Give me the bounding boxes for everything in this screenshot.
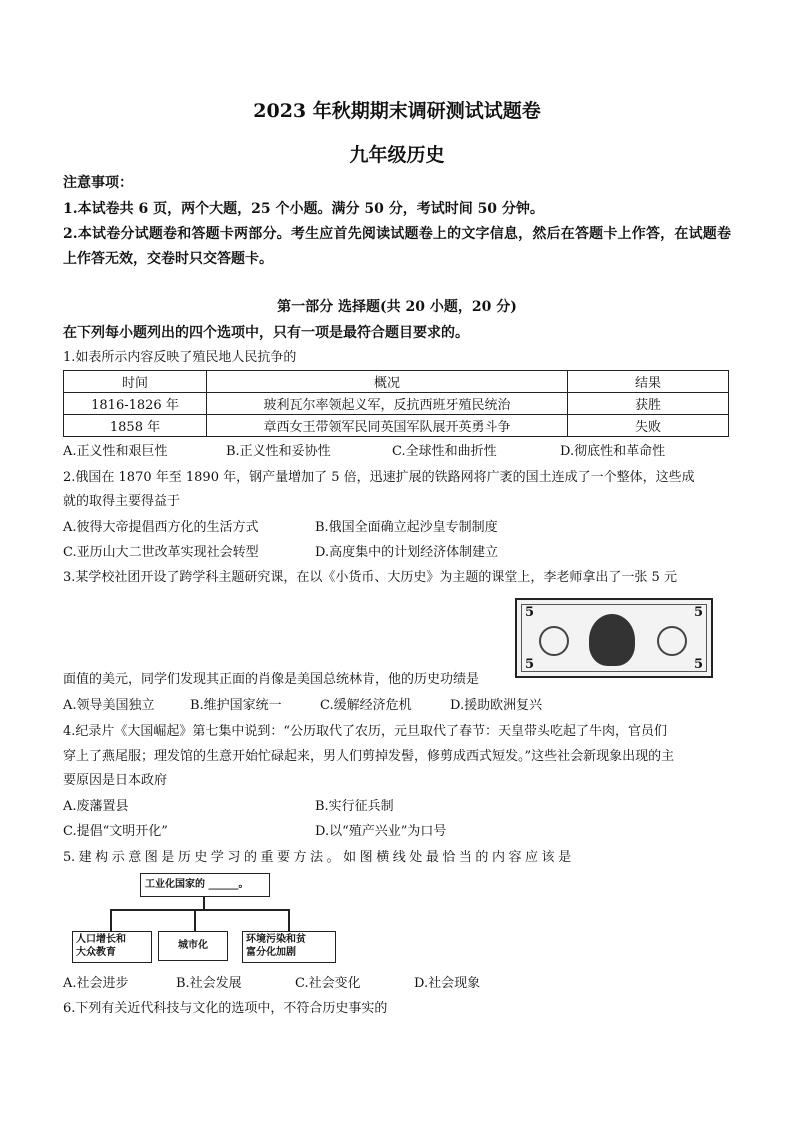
table-cell: 失败 [568,415,729,437]
bill-corner-mark: 5 [693,605,703,620]
diagram-box-text: 环境污染和贫 [246,934,306,945]
table-header: 结果 [568,371,729,393]
q3-option-a: A.领导美国独立 [63,698,155,713]
table-row [64,393,729,415]
table-header: 概况 [207,371,568,393]
bill-corner-mark: 5 [525,657,535,672]
q3-stem-line1: 3.某学校社团开设了跨学科主题研究课，在以《小货币、大历史》为主题的课堂上，李老师拿出了一张 5 元 [63,570,677,585]
diagram-connector [194,909,196,931]
diagram-connector [203,897,205,909]
diagram-connector [110,909,290,911]
notes-heading: 注意事项： [63,175,133,191]
q6-stem: 6.下列有关近代科技与文化的选项中，不符合历史事实的 [63,1001,388,1016]
q2-option-b: B.俄国全面确立起沙皇专制制度 [315,520,498,535]
q2-stem-line1: 2.俄国在 1870 年至 1890 年，钢产量增加了 5 倍，迅速扩展的铁路网将广袤的国土连成了一个整体，这些成 [63,470,695,485]
table-header-row [64,371,729,393]
diagram-connector [110,909,112,931]
bill-corner-mark: 5 [525,605,535,620]
q1-stem: 1.如表所示内容反映了殖民地人民抗争的 [63,350,297,365]
table-cell: 1858 年 [64,415,207,437]
bill-corner-mark: 5 [693,657,703,672]
q3-option-d: D.援助欧洲复兴 [450,698,543,713]
q1-option-b: B.正义性和妥协性 [226,444,331,459]
lincoln-portrait-icon [589,614,635,666]
q1-option-a: A.正义性和艰巨性 [63,444,168,459]
five-dollar-bill-image [515,598,713,678]
q5-option-c: C.社会变化 [295,976,361,991]
note-item-2: 2.本试卷分试题卷和答题卡两部分。考生应首先阅读试题卷上的文字信息，然后在答题卡上作答，在试题卷上作答无效，交卷时只交答题卡。 [63,226,731,267]
diagram-box-middle: 城市化 [158,931,228,961]
q5-option-a: A.社会进步 [63,976,129,991]
q5-option-b: B.社会发展 [176,976,242,991]
q3-stem-line2: 面值的美元，同学们发现其正面的肖像是美国总统林肯，他的历史功绩是 [63,672,480,687]
table-cell: 章西女王带领军民同英国军队展开英勇斗争 [207,415,568,437]
exam-subtitle: 九年级历史 [349,144,445,166]
exam-title: 2023 年秋期期末调研测试试题卷 [253,100,541,122]
diagram-connector [288,909,290,931]
q4-option-c: C.提倡“文明开化” [63,824,168,839]
q4-option-b: B.实行征兵制 [315,799,394,814]
section-title: 第一部分 选择题(共 20 小题，20 分) [277,299,517,315]
bill-seal-icon [657,626,687,656]
diagram-box-left [72,931,152,963]
q1-option-c: C.全球性和曲折性 [392,444,497,459]
table-header: 时间 [64,371,207,393]
q4-option-d: D.以“殖产兴业”为口号 [315,824,447,839]
section-instruction: 在下列每小题列出的四个选项中，只有一项是最符合题目要求的。 [63,325,469,341]
diagram-box-right [242,931,336,963]
q4-stem-line2: 穿上了燕尾服；理发馆的生意开始忙碌起来，男人们剪掉发髻，修剪成西式短发。”这些社会新现象出现的主 [63,749,675,764]
q3-option-b: B.维护国家统一 [190,698,282,713]
q4-stem-line3: 要原因是日本政府 [63,773,168,788]
table-cell: 1816-1826 年 [64,393,207,415]
table-cell: 玻利瓦尔率领起义军，反抗西班牙殖民统治 [207,393,568,415]
q5-stem: 5. 建 构 示 意 图 是 历 史 学 习 的 重 要 方 法 。 如 图 横 线 处 最 恰 当 的 内 容 应 该 是 [63,850,571,865]
diagram-box-text: 人口增长和 [76,934,126,945]
table-row [64,415,729,437]
q4-stem-line1: 4.纪录片《大国崛起》第七集中说到：“公历取代了农历，元旦取代了春节：天皇带头吃起了牛肉，官员们 [63,724,668,739]
q1-option-d: D.彻底性和革命性 [560,444,666,459]
q2-option-a: A.彼得大帝提倡西方化的生活方式 [63,520,259,535]
diagram-box-text: 富分化加剧 [246,947,296,958]
q1-table [63,370,729,437]
diagram-box-text: 大众教育 [76,947,116,958]
q2-option-c: C.亚历山大二世改革实现社会转型 [63,545,259,560]
q2-option-d: D.高度集中的计划经济体制建立 [315,545,499,560]
q5-option-d: D.社会现象 [414,976,481,991]
table-cell: 获胜 [568,393,729,415]
note-item-1: 1.本试卷共 6 页，两个大题，25 个小题。满分 50 分，考试时间 50 分钟。 [63,201,544,217]
q3-option-c: C.缓解经济危机 [320,698,412,713]
q2-stem-line2: 就的取得主要得益于 [63,494,181,509]
bill-seal-icon [539,626,569,656]
q4-option-a: A.废藩置县 [63,799,129,814]
diagram-top-box: 工业化国家的 ______。 [140,873,270,897]
